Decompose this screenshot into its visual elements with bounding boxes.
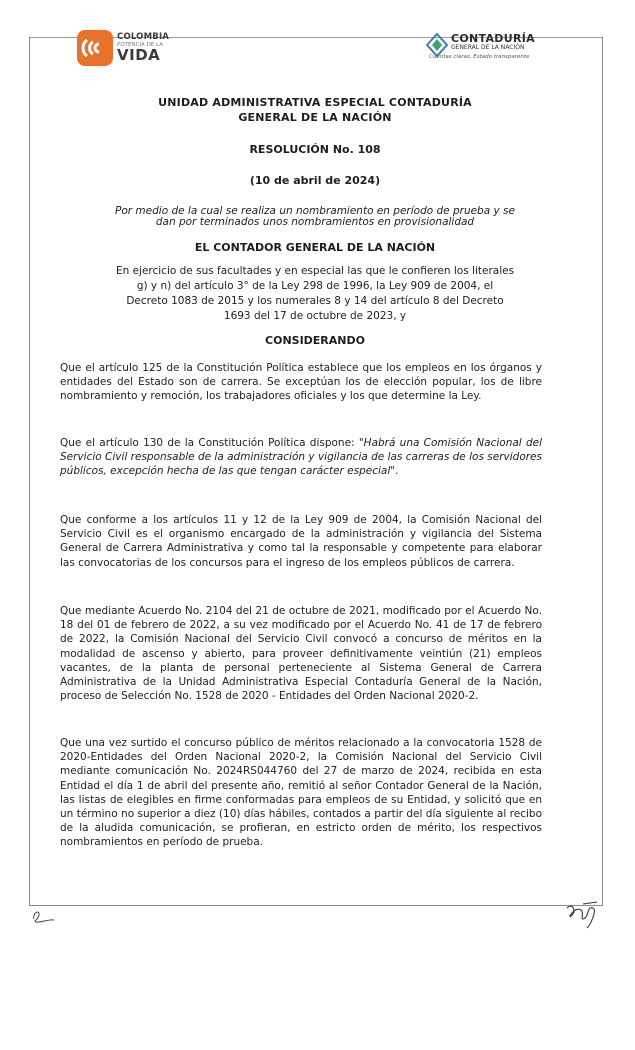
resolution-date: (10 de abril de 2024) — [249, 174, 381, 187]
paragraph-2 — [60, 436, 542, 479]
paragraph-2-quote: "Habrá una Comisión Nacional del Servicio Civil responsable de la administración y vigilancia de las carreras de los servidores públicos, excepción hecha de las que tengan carácter especial" — [60, 437, 543, 478]
handwritten-signature — [563, 898, 601, 930]
paragraph-2-lead: Que el artículo 130 de la Constitución Política dispone: — [60, 437, 359, 449]
authority-line-1: En ejercicio de sus facultades y en especial las que le confieren los literales — [115, 265, 515, 277]
colombia-logo-icon — [77, 30, 113, 66]
resolution-number: RESOLUCIÓN No. 108 — [249, 143, 381, 156]
logo-line-contaduria: CONTADURÍA — [451, 32, 535, 45]
authority-heading: EL CONTADOR GENERAL DE LA NACIÓN — [194, 241, 436, 254]
logo-line-slogan: Cuentas claras, Estado transparente — [429, 54, 530, 60]
paragraph-3: Que conforme a los artículos 11 y 12 de la Ley 909 de 2004, la Comisión Nacional del Servicio Civil es el organismo encargado de la administración y vigilancia del Sistema General de Carrera Administrativa y como tal la responsable y competente para elaborar las convocatorias de los concursos para el ingreso de los empleos públicos de carrera. — [60, 514, 542, 569]
authority-line-2: g) y n) del artículo 3° de la Ley 298 de 1996, la Ley 909 de 2004, el — [136, 280, 494, 292]
initials-signature — [30, 905, 58, 925]
authority-line-4: 1693 del 17 de octubre de 2023, y — [223, 310, 407, 322]
paragraph-2-end: . — [395, 465, 399, 478]
authority-line-3: Decreto 1083 de 2015 y los numerales 8 y 14 del artículo 8 del Decreto — [126, 295, 504, 307]
subject-line-2: dan por terminados unos nombramientos en provisionalidad — [155, 216, 475, 228]
logo-line-general: GENERAL DE LA NACIÓN — [451, 44, 525, 51]
paragraph-1: Que el artículo 125 de la Constitución Política establece que los empleos en los órganos y entidades del Estado son de carrera. Se exceptúan los de elección popular, los de libre nombramiento y remoción, los trabajadores oficiales y los que determine la Ley. — [60, 362, 542, 403]
considering-heading: CONSIDERANDO — [265, 334, 365, 347]
logo-line-colombia: COLOMBIA — [117, 32, 170, 42]
contaduria-logo — [426, 33, 535, 61]
logo-line-potencia: POTENCIA DE LA — [117, 41, 163, 48]
colombia-potencia-logo — [77, 29, 169, 67]
title-line-2: GENERAL DE LA NACIÓN — [238, 111, 392, 124]
title-line-1: UNIDAD ADMINISTRATIVA ESPECIAL CONTADURÍA — [158, 96, 472, 109]
logo-line-vida: VIDA — [117, 46, 161, 64]
subject-line-1: Por medio de la cual se realiza un nombramiento en período de prueba y se — [115, 205, 515, 217]
paragraph-4: Que mediante Acuerdo No. 2104 del 21 de octubre de 2021, modificado por el Acuerdo No. 18 del 01 de febrero de 2022, a su vez modificado por el Acuerdo No. 41 de 17 de febrero de 2022, la Comisión Nacional del Servicio Civil convocó a concurso de méritos en la modalidad de ascenso y abierto, para proveer definitivamente veintiún (21) empleos vacantes, de la planta de personal perteneciente al Sistema General de Carrera Administrativa de la Unidad Administrativa Especial Contaduría General de la Nación, proceso de Selección No. 1528 de 2020 - Entidades del Orden Nacional 2020-2. — [60, 605, 542, 703]
paragraph-5: Que una vez surtido el concurso público de méritos relacionado a la convocatoria 1528 de 2020-Entidades del Orden Nacional 2020-2, la Comisión Nacional del Servicio Civil mediante comunicación No. 2024RS044760 del 27 de marzo de 2024, recibida en esta Entidad el día 1 de abril del presente año, remitió al señor Contador General de la Nación, las listas de elegibles en firme conformadas para empleos de su Entidad, y solicitó que en un término no superior a diez (10) días hábiles, contados a partir del día siguiente al recibo de la aludida comunicación, se profieran, en estricto orden de mérito, los respectivos nombramientos en período de prueba. — [60, 737, 542, 849]
